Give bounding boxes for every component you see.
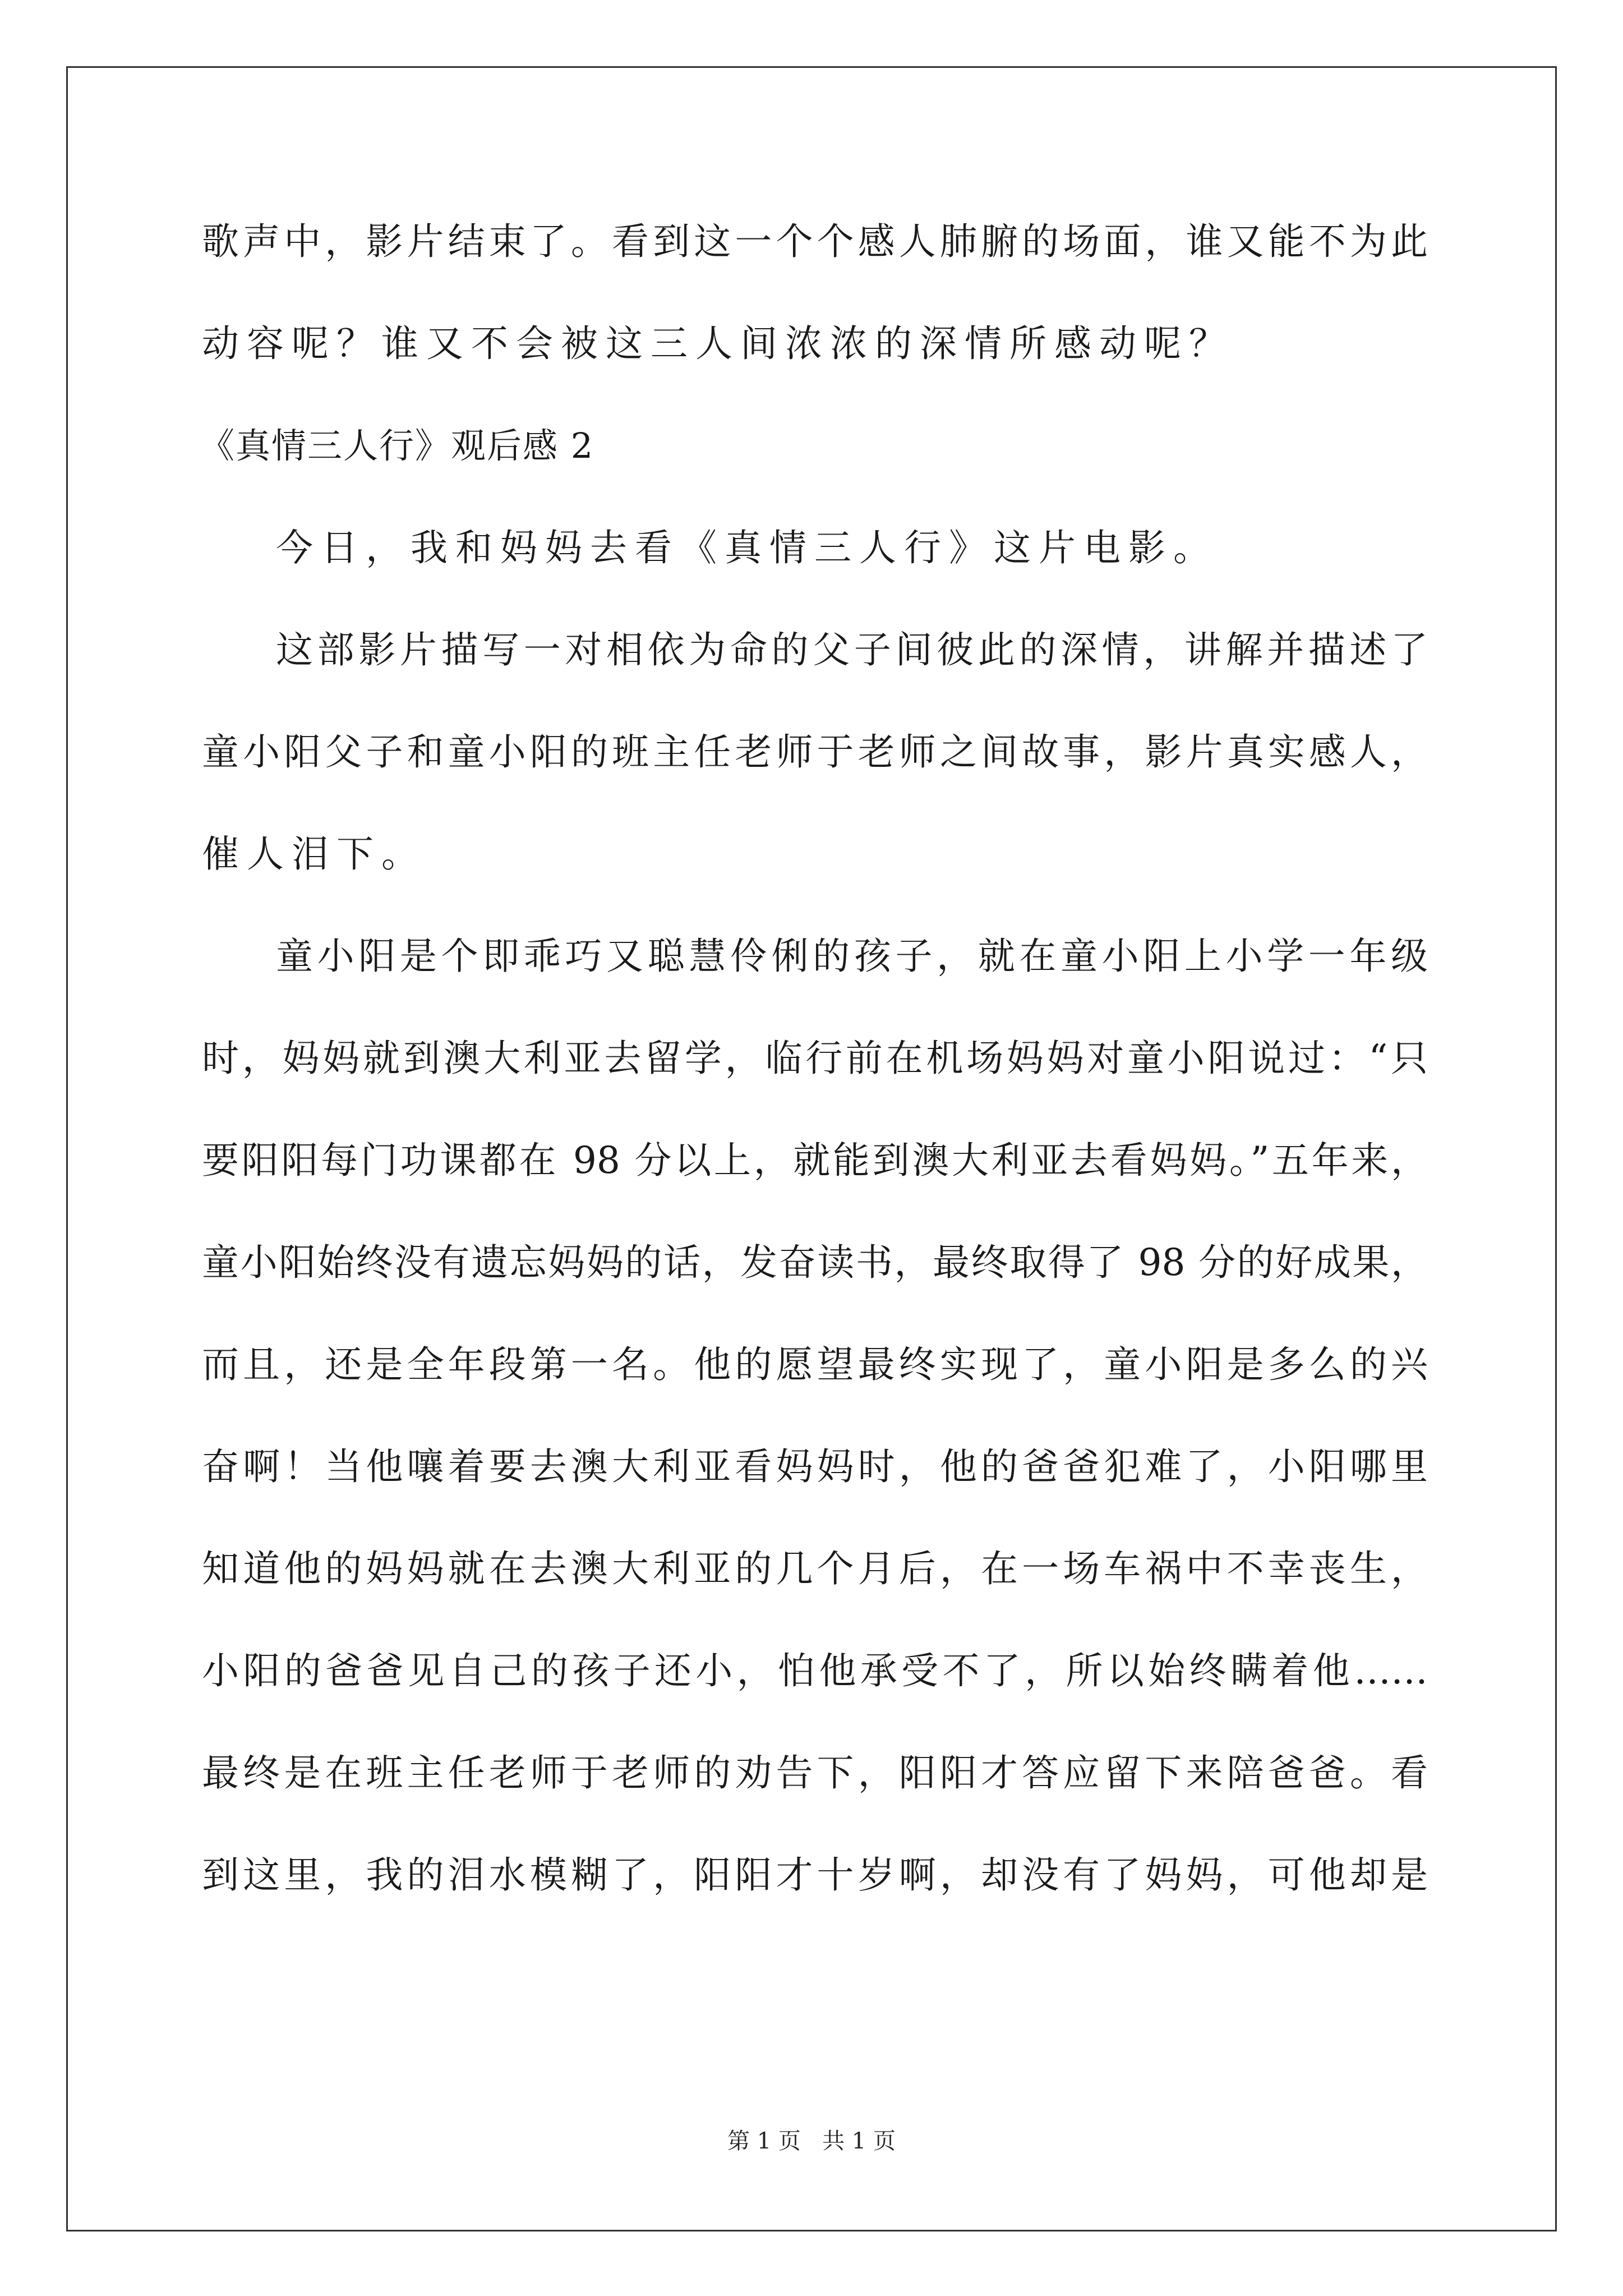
text-line: 童小阳是个即乖巧又聪慧伶俐的孩子，就在童小阳上小学一年级 [276,935,1428,978]
text-line: 要阳阳每门功课都在 98 分以上，就能到澳大利亚去看妈妈。”五年来， [202,1139,1428,1182]
text-line: 奋啊！当他嚷着要去澳大利亚看妈妈时，他的爸爸犯难了，小阳哪里 [202,1445,1428,1488]
text-line: 童小阳父子和童小阳的班主任老师于老师之间故事，影片真实感人， [202,730,1428,774]
text-line: 催人泪下。 [202,832,426,876]
text-line: 动容呢？谁又不会被这三人间浓浓的深情所感动呢？ [202,322,1234,365]
text-line: 今日，我和妈妈去看《真情三人行》这片电影。 [276,526,1218,569]
text-line: 小阳的爸爸见自己的孩子还小，怕他承受不了，所以始终瞒着他…… [202,1649,1428,1692]
text-line: 歌声中，影片结束了。看到这一个个感人肺腑的场面，谁又能不为此 [202,220,1428,263]
document-body [200,220,1428,1897]
section-heading: 《真情三人行》观后感 2 [200,425,594,466]
page-footer: 第 1 页 共 1 页 [727,2128,896,2154]
text-line: 最终是在班主任老师于老师的劝告下，阳阳才答应留下来陪爸爸。看 [202,1751,1428,1795]
text-line: 到这里，我的泪水模糊了，阳阳才十岁啊，却没有了妈妈，可他却是 [202,1853,1428,1897]
text-line: 而且，还是全年段第一名。他的愿望最终实现了，童小阳是多么的兴 [202,1343,1428,1386]
text-line: 知道他的妈妈就在去澳大利亚的几个月后，在一场车祸中不幸丧生， [202,1547,1428,1590]
text-line: 时，妈妈就到澳大利亚去留学，临行前在机场妈妈对童小阳说过：“只 [202,1037,1428,1080]
text-line: 童小阳始终没有遗忘妈妈的话，发奋读书，最终取得了 98 分的好成果， [202,1241,1428,1284]
text-line: 这部影片描写一对相依为命的父子间彼此的深情，讲解并描述了 [276,628,1428,671]
